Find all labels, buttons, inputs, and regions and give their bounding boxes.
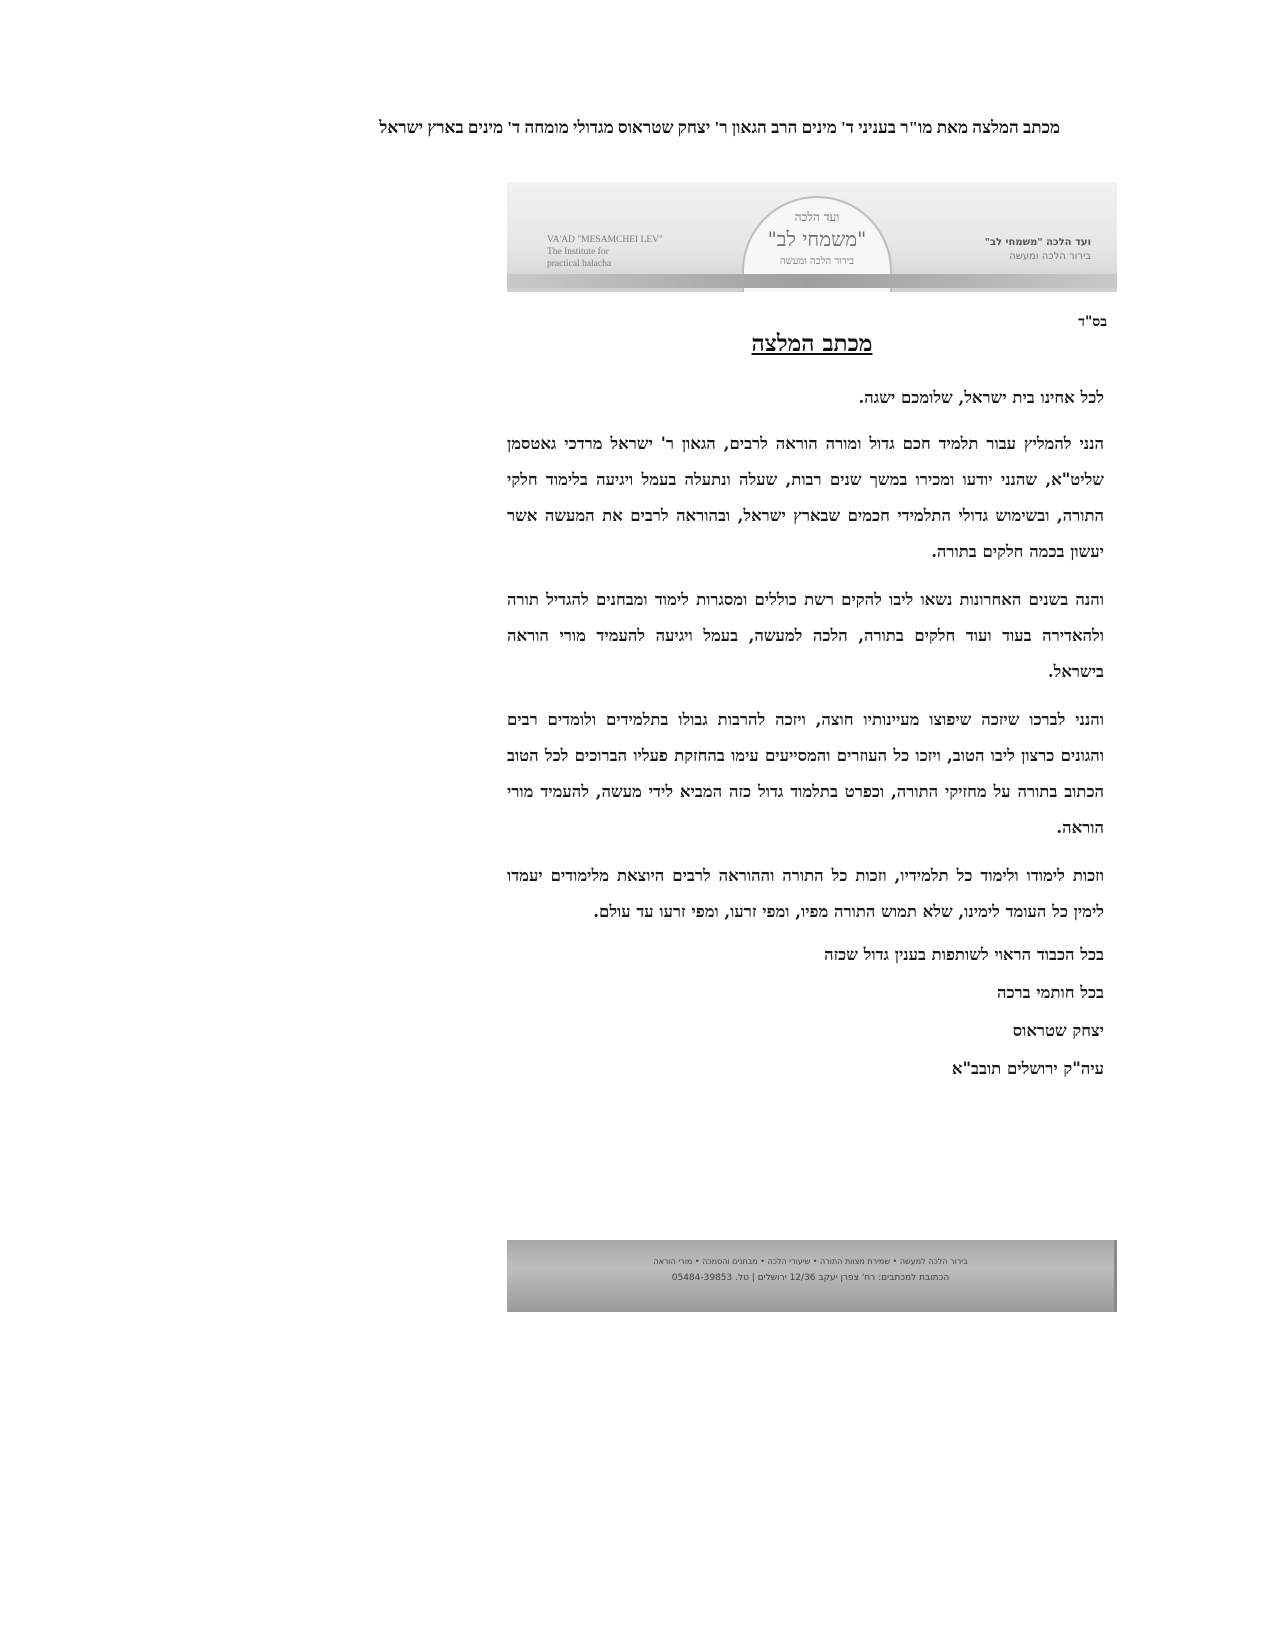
letter-paragraph: והנני לברכו שיזכה שיפוצו מעיינותיו חוצה, ויזכה להרבות גבולו בתלמידים ולומדים רבים והגונים כרצון ליבו הטוב, ויזכו כל העוזרים והמסייעים עימו בהחזקת פעליו הברוכים לכל הטוב הכתוב בתורה על מחזיקי התורה, וכפרט בתלמוד גדול כזה המביא לידי מעשה, להעמיד מורי הוראה.	[507, 710, 1104, 837]
footer-line2: הכתובת למכתבים: רח' צפרן יעקב 12/36 ירושלים | טל. 05484-39853	[671, 1273, 950, 1283]
letterhead-divider	[507, 274, 1117, 288]
letterhead-hebrew-line2: בירור הלכה ומעשה	[1009, 251, 1091, 262]
closing-blessing: בכל הכבוד הראוי לשותפות בענין גדול שכזה	[824, 945, 1104, 964]
document-caption: מכתב המלצה מאת מו"ר בעניני ד' מינים הרב הגאון ר' יצחק שטראוס מגדולי מומחה ד' מינים בארץ ישראל	[379, 118, 1060, 137]
besiyata-dishmaya: בס"ד	[1078, 314, 1107, 330]
letterhead-english-line3: practical halacha	[547, 259, 612, 269]
signer-name: יצחק שטראוס	[1012, 1021, 1104, 1040]
letter-title: מכתב המלצה	[751, 330, 873, 357]
footer-line1: בירור הלכה למעשה • שמירת מצוות התורה • שיעורי הלכה • מבחנים והסמכה • מורי הוראה	[653, 1257, 968, 1266]
letter-body	[507, 380, 1104, 1094]
letterhead-english-text	[547, 234, 727, 270]
letterhead	[507, 182, 1117, 292]
letter-paragraph: והנה בשנים האחרונות נשאו ליבו להקים רשת כוללים ומסגרות לימוד ומבחנים להגדיל תורה ולהאדירה בעוד ועוד חלקים בתורה, הלכה למעשה, בעמל ויגיעה להעמיד מורי הוראה בישראל.	[507, 590, 1104, 681]
letter-footer	[507, 1240, 1117, 1312]
closing-salutation: בכל חותמי ברכה	[997, 983, 1104, 1002]
letterhead-english-line1: VA'AD "MESAMCHEI LEV"	[547, 235, 663, 245]
logo-line1: ועד הלכה	[794, 210, 840, 224]
signer-location: עיה"ק ירושלים תובב"א	[951, 1059, 1104, 1078]
recommendation-letter	[507, 182, 1117, 1312]
letter-paragraph: וזכות לימודו ולימוד כל תלמידיו, וזכות כל התורה וההוראה לרבים היוצאת מלימודים יעמדו לימין כל העומד לימינו, שלא תמוש התורה מפיו, ומפי זרעו, ומפי זרעו עד עולם.	[507, 866, 1104, 921]
letter-greeting: לכל אחינו בית ישראל, שלומכם ישגה.	[858, 388, 1104, 407]
letter-paragraph: הנני להמליץ עבור תלמיד חכם גדול ומורה הוראה לרבים, הגאון ר' ישראל מרדכי גאטסמן שליט"א, שהנני יודעו ומכירו במשך שנים רבות, שעלה ונתעלה בעמל ויגיעה בלימוד חלקי התורה, ובשימוש גדולי התלמידי חכמים שבארץ ישראל, ובהוראה לרבים את המעשה אשר יעשון בכמה חלקים בתורה.	[507, 434, 1104, 561]
logo-line3: בירור הלכה ומעשה	[779, 256, 855, 267]
letterhead-english-line2: The Institute for	[547, 247, 609, 257]
logo-line2: "משמחי לב"	[767, 227, 867, 251]
letterhead-hebrew-text	[921, 236, 1091, 264]
letterhead-hebrew-line1: ועד הלכה "משמחי לב"	[984, 237, 1091, 248]
